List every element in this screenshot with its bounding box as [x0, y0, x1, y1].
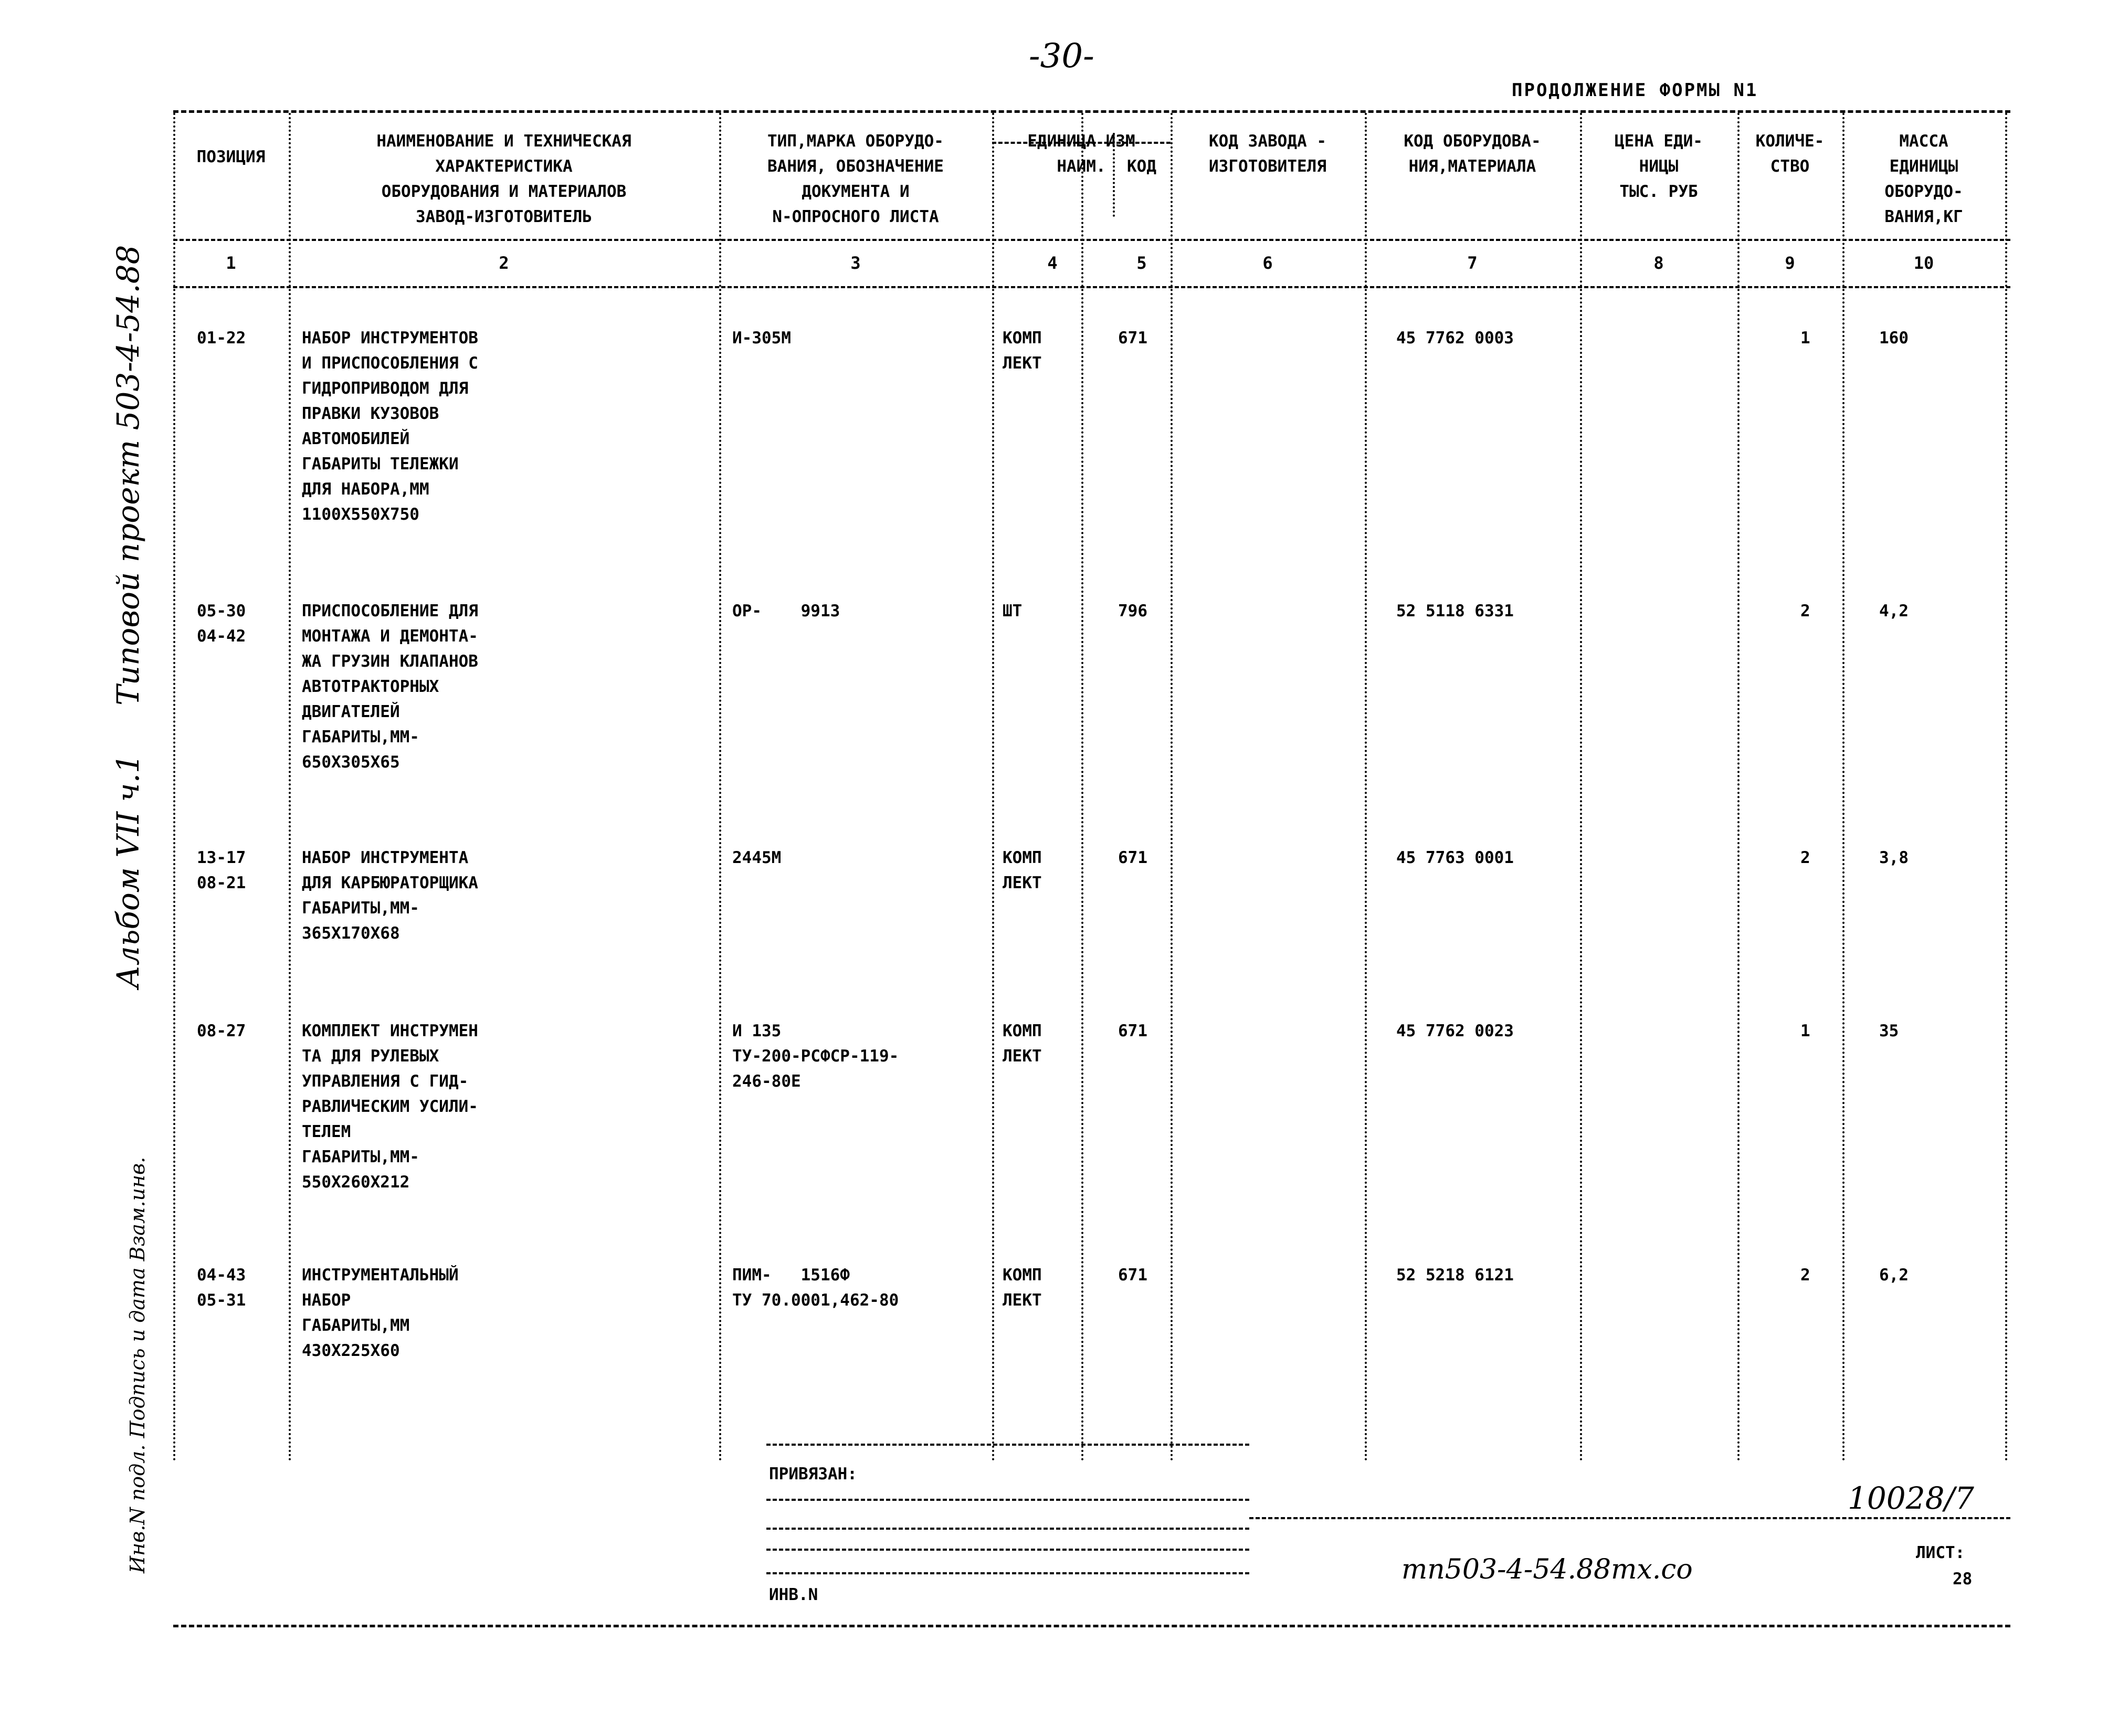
header-name: НАИМЕНОВАНИЕ И ТЕХНИЧЕСКАЯ ХАРАКТЕРИСТИКА ОБОРУДОВАНИЯ И МАТЕРИАЛОВ ЗАВОД-ИЗГОТОВИТЕЛЬ — [376, 132, 631, 226]
row-position: 08-27 — [197, 1022, 246, 1040]
column-number-divider — [173, 286, 2010, 288]
stamp-divider — [766, 1499, 1249, 1501]
form-continuation-label: ПРОДОЛЖЕНИЕ ФОРМЫ N1 — [1512, 80, 1758, 101]
row-position: 04-43 05-31 — [197, 1266, 246, 1310]
row-quantity: 1 — [1800, 329, 1810, 348]
page-number: -30- — [1029, 37, 1094, 76]
equipment-table — [173, 110, 2010, 1627]
row-mass: 6,2 — [1879, 1266, 1909, 1285]
column-divider — [1171, 113, 1173, 1462]
album-label: Альбом VII ч.1 — [110, 754, 146, 989]
row-type: ПИМ- 1516Ф ТУ 70.0001,462-80 — [732, 1266, 899, 1310]
row-name: КОМПЛЕКТ ИНСТРУМЕН ТА ДЛЯ РУЛЕВЫХ УПРАВЛЕНИЯ С ГИД- РАВЛИЧЕСКИМ УСИЛИ- ТЕЛЕМ ГАБАРИТЫ,ММ- 550Х260Х212 — [302, 1022, 478, 1192]
inv-label: ИНВ.N — [769, 1585, 818, 1604]
row-unit: КОМП ЛЕКТ — [1003, 1266, 1042, 1310]
row-unit: ШТ — [1003, 602, 1023, 620]
column-divider — [173, 113, 175, 1462]
column-number: 2 — [499, 253, 509, 273]
title-block-divider — [1249, 1517, 2010, 1519]
column-divider — [1365, 113, 1367, 1462]
header-equipment-code: КОД ОБОРУДОВА- НИЯ,МАТЕРИАЛА — [1404, 132, 1541, 176]
row-unit-code: 671 — [1118, 848, 1147, 867]
handwritten-number: 10028/7 — [1848, 1480, 1974, 1516]
column-divider — [992, 113, 994, 1462]
side-margin-project — [110, 236, 146, 997]
row-equipment-code: 45 7762 0003 — [1396, 329, 1514, 348]
row-name: НАБОР ИНСТРУМЕНТА ДЛЯ КАРБЮРАТОРЩИКА ГАБАРИТЫ,ММ- 365Х170Х68 — [302, 848, 478, 943]
project-label: Типовой проект 503-4-54.88 — [110, 245, 146, 706]
header-factory-code: КОД ЗАВОДА - ИЗГОТОВИТЕЛЯ — [1209, 132, 1326, 176]
column-divider — [1081, 113, 1083, 1462]
column-number: 8 — [1653, 253, 1664, 273]
row-position: 05-30 04-42 — [197, 602, 246, 646]
header-unit: ЕДИНИЦА ИЗМ НАИМ. — [1027, 132, 1135, 176]
row-equipment-code: 45 7763 0001 — [1396, 848, 1514, 867]
column-number: 1 — [226, 253, 236, 273]
header-position: ПОЗИЦИЯ — [196, 148, 266, 166]
header-quantity: КОЛИЧЕ- СТВО — [1755, 132, 1825, 176]
row-unit: КОМП ЛЕКТ — [1003, 329, 1042, 373]
row-equipment-code: 45 7762 0023 — [1396, 1022, 1514, 1040]
stamp-divider — [766, 1572, 1249, 1574]
row-type: ОР- 9913 — [732, 602, 840, 620]
column-divider — [289, 113, 291, 1462]
header-type: ТИП,МАРКА ОБОРУДО- ВАНИЯ, ОБОЗНАЧЕНИЕ ДОКУМЕНТА И N-ОПРОСНОГО ЛИСТА — [767, 132, 944, 226]
column-number: 4 — [1047, 253, 1058, 273]
column-number: 6 — [1262, 253, 1273, 273]
row-quantity: 2 — [1800, 1266, 1810, 1285]
row-type: И 135 ТУ-200-РСФСР-119- 246-80Е — [732, 1022, 899, 1091]
row-name: ИНСТРУМЕНТАЛЬНЫЙ НАБОР ГАБАРИТЫ,ММ 430Х225Х60 — [302, 1266, 459, 1360]
row-position: 01-22 — [197, 329, 246, 348]
column-number: 7 — [1467, 253, 1478, 273]
row-name: ПРИСПОСОБЛЕНИЕ ДЛЯ МОНТАЖА И ДЕМОНТА- ЖА ГРУЗИН КЛАПАНОВ АВТОТРАКТОРНЫХ ДВИГАТЕЛЕЙ ГАБАРИТЫ,ММ- 650Х305Х65 — [302, 602, 478, 772]
column-divider — [2005, 113, 2007, 1462]
document-code: тп503-4-54.88тх.со — [1401, 1554, 1693, 1585]
column-number: 5 — [1136, 253, 1147, 273]
header-unit-code: КОД — [1127, 157, 1156, 176]
column-divider — [1580, 113, 1582, 1462]
column-divider — [719, 113, 721, 1462]
column-divider — [1842, 113, 1844, 1462]
row-unit-code: 671 — [1118, 1266, 1147, 1285]
column-number: 9 — [1785, 253, 1795, 273]
row-mass: 4,2 — [1879, 602, 1909, 620]
stamp-divider — [766, 1549, 1249, 1551]
row-mass: 3,8 — [1879, 848, 1909, 867]
column-number: 10 — [1913, 253, 1934, 273]
row-mass: 35 — [1879, 1022, 1899, 1040]
sheet-label: ЛИСТ: — [1916, 1543, 1965, 1562]
row-unit: КОМП ЛЕКТ — [1003, 848, 1042, 892]
header-divider — [173, 239, 2010, 241]
bound-label: ПРИВЯЗАН: — [769, 1465, 857, 1484]
row-unit-code: 796 — [1118, 602, 1147, 620]
side-margin-stamp-label: Инв.N подл. Подпись и дата Взам.инв. — [126, 1156, 149, 1573]
column-number: 3 — [850, 253, 861, 273]
row-name: НАБОР ИНСТРУМЕНТОВ И ПРИСПОСОБЛЕНИЯ С ГИДРОПРИВОДОМ ДЛЯ ПРАВКИ КУЗОВОВ АВТОМОБИЛЕЙ ГАБАРИТЫ ТЕЛЕЖКИ ДЛЯ НАБОРА,ММ 1100Х550Х750 — [302, 329, 478, 524]
row-equipment-code: 52 5118 6331 — [1396, 602, 1514, 620]
row-unit: КОМП ЛЕКТ — [1003, 1022, 1042, 1066]
row-quantity: 2 — [1800, 848, 1810, 867]
stamp-divider — [766, 1444, 1249, 1446]
row-type: И-305М — [732, 329, 791, 348]
header-price: ЦЕНА ЕДИ- НИЦЫ ТЫС. РУБ — [1615, 132, 1703, 201]
row-type: 2445М — [732, 848, 782, 867]
stamp-divider — [766, 1528, 1249, 1530]
row-quantity: 2 — [1800, 602, 1810, 620]
row-equipment-code: 52 5218 6121 — [1396, 1266, 1514, 1285]
row-position: 13-17 08-21 — [197, 848, 246, 892]
row-unit-code: 671 — [1118, 1022, 1147, 1040]
header-mass: МАССА ЕДИНИЦЫ ОБОРУДО- ВАНИЯ,КГ — [1884, 132, 1963, 226]
column-divider — [1737, 113, 1740, 1462]
row-mass: 160 — [1879, 329, 1909, 348]
row-unit-code: 671 — [1118, 329, 1147, 348]
row-quantity: 1 — [1800, 1022, 1810, 1040]
binding-stamp — [766, 1444, 1249, 1617]
sheet-number: 28 — [1953, 1570, 1973, 1588]
